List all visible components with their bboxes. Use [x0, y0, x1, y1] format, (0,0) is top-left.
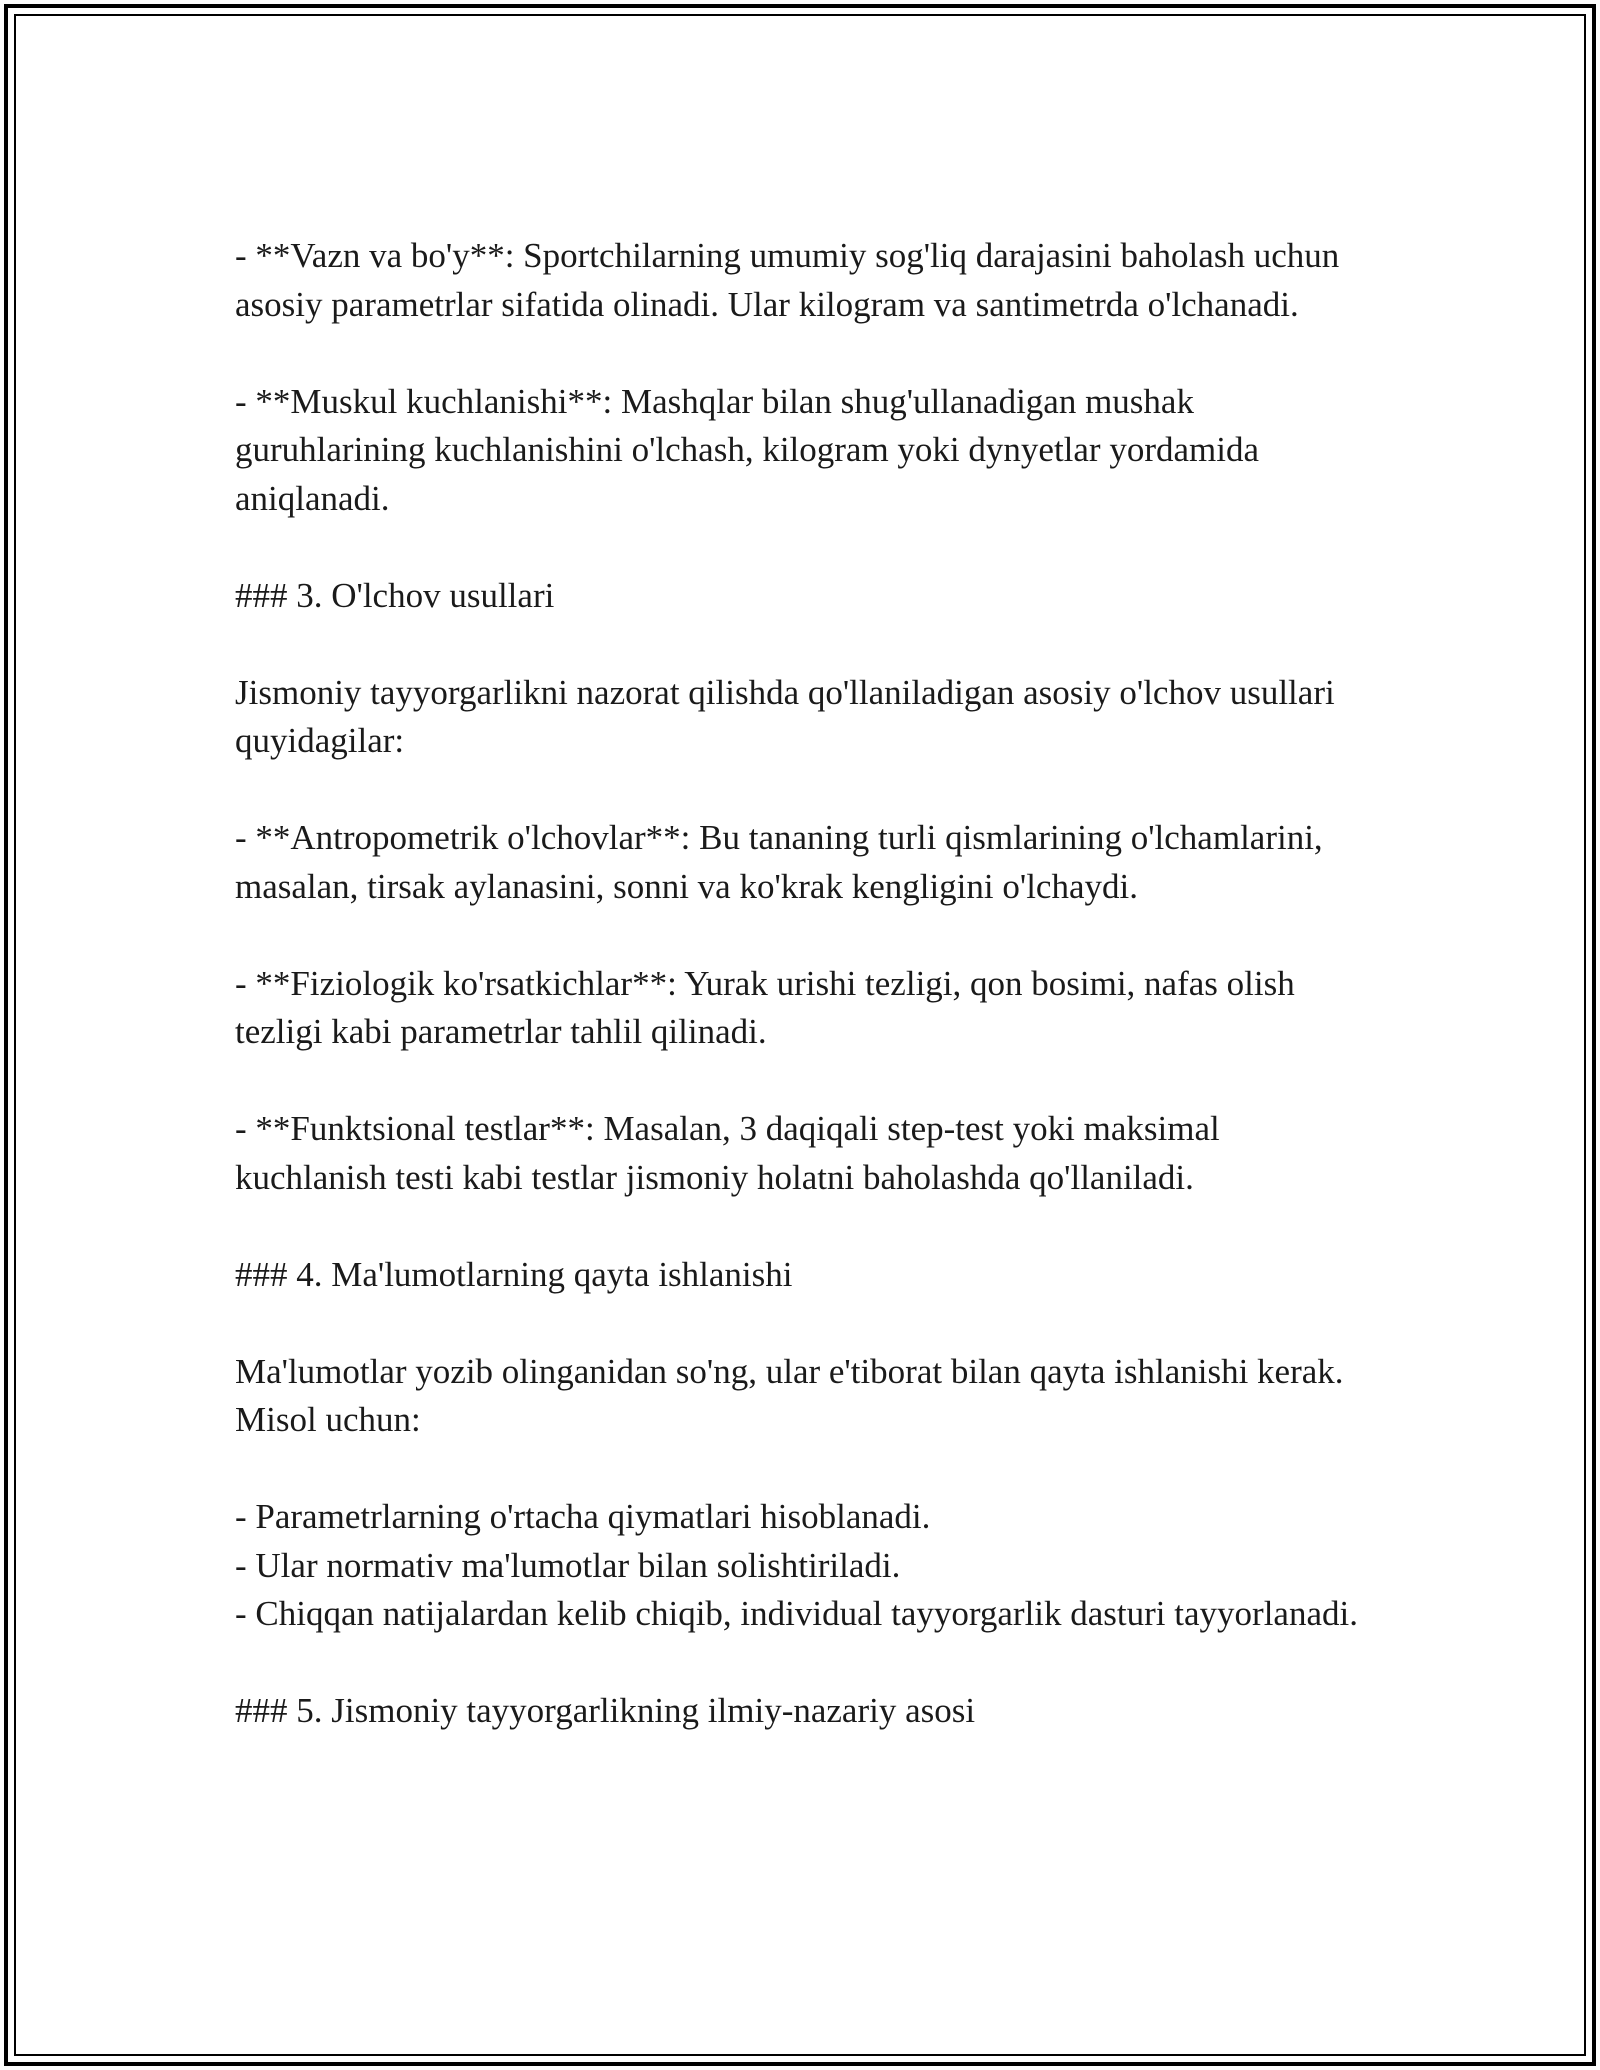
- paragraph-olchov-intro: Jismoniy tayyorgarlikni nazorat qilishda qo'llaniladigan asosiy o'lchov usullari quyidagilar:: [235, 672, 1335, 760]
- paragraph-antropometrik: - **Antropometrik o'lchovlar**: Bu tananing turli qismlarining o'lchamlarini, masalan, tirsak aylanasini, sonni va ko'krak kengligini o'lchaydi.: [235, 818, 1323, 906]
- list-item: - Chiqqan natijalardan kelib chiqib, individual tayyorgarlik dasturi tayyorlanadi.: [235, 1594, 1358, 1633]
- paragraph-malumotlar-intro: Ma'lumotlar yozib olinganidan so'ng, ular e'tiborat bilan qayta ishlanishi kerak. Misol uchun:: [235, 1351, 1344, 1439]
- heading-malumotlar-qayta-ishlanishi: ### 4. Ma'lumotlarning qayta ishlanishi: [235, 1254, 793, 1294]
- heading-olchov-usullari: ### 3. O'lchov usullari: [235, 575, 555, 615]
- list-item: - Parametrlarning o'rtacha qiymatlari hisoblanadi.: [235, 1497, 931, 1536]
- paragraph-funktsional: - **Funktsional testlar**: Masalan, 3 daqiqali step-test yoki maksimal kuchlanish testi kabi testlar jismoniy holatni baholashda qo'llaniladi.: [235, 1109, 1220, 1197]
- paragraph-vazn-va-boy: - **Vazn va bo'y**: Sportchilarning umumiy sog'liq darajasini baholash uchun asosiy parametrlar sifatida olinadi. Ular kilogram va santimetrda o'lchanadi.: [235, 236, 1340, 324]
- heading-ilmiy-nazariy-asos: ### 5. Jismoniy tayyorgarlikning ilmiy-nazariy asosi: [235, 1691, 976, 1730]
- list-item: - Ular normativ ma'lumotlar bilan solishtiriladi.: [235, 1545, 901, 1585]
- processing-steps-list: [235, 1493, 1365, 1639]
- paragraph-fiziologik: - **Fiziologik ko'rsatkichlar**: Yurak urishi tezligi, qon bosimi, nafas olish tezligi kabi parametrlar tahlil qilinadi.: [235, 963, 1295, 1051]
- document-body: [235, 232, 1365, 1784]
- paragraph-muskul-kuchlanishi: - **Muskul kuchlanishi**: Mashqlar bilan shug'ullanadigan mushak guruhlarining kuchlanishini o'lchash, kilogram yoki dynyetlar yordamida aniqlanadi.: [235, 381, 1260, 518]
